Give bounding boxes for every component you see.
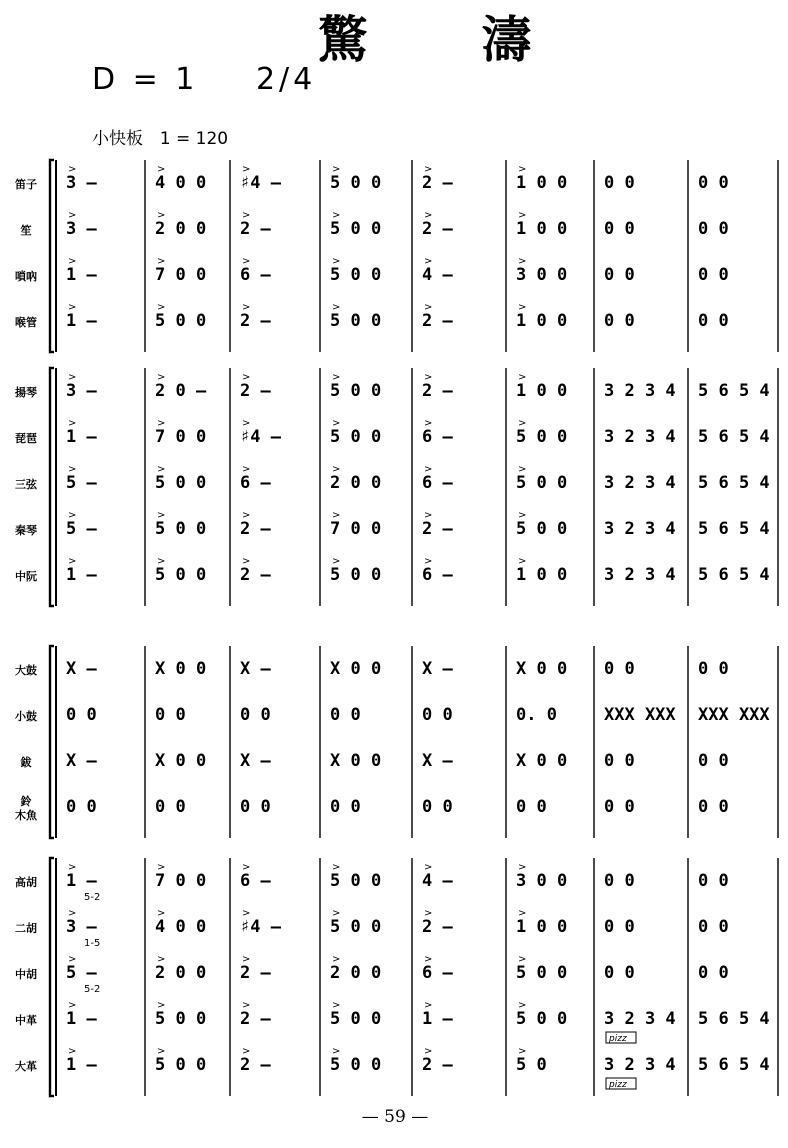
- accent-mark: >: [518, 1046, 527, 1057]
- measure-notes: X —: [240, 659, 271, 679]
- measure-notes: X —: [422, 659, 453, 679]
- accent-mark: >: [68, 954, 77, 965]
- measure-notes: 3 2 3 4: [604, 565, 676, 585]
- instrument-label: 鈴木魚: [15, 795, 37, 822]
- measure-notes: 2 —: [240, 311, 271, 331]
- measure-notes: 3 —: [66, 381, 97, 401]
- measure-notes: X —: [240, 751, 271, 771]
- measure-notes: 7 0 0: [155, 427, 207, 447]
- measure-notes: 7 0 0: [155, 265, 207, 285]
- accent-mark: >: [332, 510, 341, 521]
- measure-notes: 2 0 0: [330, 963, 382, 983]
- accent-mark: >: [242, 372, 251, 383]
- accent-mark: >: [518, 210, 527, 221]
- measure-notes: 5 0: [516, 1055, 547, 1075]
- measure-notes: 5 0 0: [330, 565, 382, 585]
- accent-mark: >: [68, 464, 77, 475]
- measure-notes: 5 0 0: [155, 473, 207, 493]
- accent-mark: >: [518, 164, 527, 175]
- measure-notes: 5 —: [66, 473, 97, 493]
- accent-mark: >: [157, 908, 166, 919]
- measure-notes: X 0 0: [330, 659, 382, 679]
- measure-notes: 3 2 3 4: [604, 473, 676, 493]
- fingering-mark: 5-2: [84, 984, 101, 995]
- measure-notes: 4 —: [422, 265, 453, 285]
- tempo-text: 小快板: [92, 129, 143, 149]
- measure-notes: 0 0: [240, 705, 271, 725]
- measure-notes: 5 0 0: [330, 917, 382, 937]
- fingering-mark: 1-5: [84, 938, 101, 949]
- measure-notes: 5 6 5 4: [698, 565, 770, 585]
- accent-mark: >: [68, 862, 77, 873]
- accent-mark: >: [424, 256, 433, 267]
- instrument-label: 喉管: [15, 316, 37, 329]
- measure-notes: 2 0 0: [155, 219, 207, 239]
- pizz-annotation: pizz: [609, 1080, 627, 1090]
- instrument-label: 琵琶: [15, 432, 37, 445]
- accent-mark: >: [424, 954, 433, 965]
- measure-notes: 0 0: [422, 797, 453, 817]
- measure-notes: 2 0 0: [155, 963, 207, 983]
- accent-mark: >: [332, 464, 341, 475]
- accent-mark: >: [242, 1000, 251, 1011]
- measure-notes: 5 6 5 4: [698, 519, 770, 539]
- measure-notes: 0 0: [604, 871, 635, 891]
- measure-notes: 5 6 5 4: [698, 473, 770, 493]
- measure-notes: 5 0 0: [516, 963, 568, 983]
- measure-notes: 0 0: [155, 705, 186, 725]
- instrument-label: 揚琴: [15, 386, 37, 399]
- measure-notes: 1 —: [66, 1009, 97, 1029]
- measure-notes: 3 0 0: [516, 265, 568, 285]
- accent-mark: >: [157, 256, 166, 267]
- measure-notes: XXX XXX: [604, 705, 676, 725]
- accent-mark: >: [518, 372, 527, 383]
- measure-notes: 2 —: [240, 963, 271, 983]
- accent-mark: >: [242, 418, 251, 429]
- measure-notes: 3 2 3 4: [604, 1055, 676, 1075]
- measure-notes: 3 2 3 4: [604, 1009, 676, 1029]
- measure-notes: 0 0: [698, 871, 729, 891]
- instrument-label: 高胡: [15, 876, 37, 889]
- measure-notes: 0 0: [604, 659, 635, 679]
- accent-mark: >: [332, 1046, 341, 1057]
- measure-notes: 5 0 0: [516, 427, 568, 447]
- accent-mark: >: [518, 556, 527, 567]
- measure-notes: X —: [66, 659, 97, 679]
- measure-notes: 5 0 0: [516, 519, 568, 539]
- measure-notes: 0 0: [698, 265, 729, 285]
- accent-mark: >: [332, 418, 341, 429]
- instrument-label: 大鼓: [15, 664, 37, 677]
- measure-notes: 3 —: [66, 173, 97, 193]
- measure-notes: 1 —: [66, 265, 97, 285]
- measure-notes: 1 0 0: [516, 381, 568, 401]
- accent-mark: >: [424, 372, 433, 383]
- accent-mark: >: [424, 510, 433, 521]
- measure-notes: 0 0: [604, 173, 635, 193]
- measure-notes: 5 6 5 4: [698, 1055, 770, 1075]
- accent-mark: >: [332, 954, 341, 965]
- accent-mark: >: [242, 862, 251, 873]
- group-bracket: [50, 160, 54, 352]
- measure-notes: 2 —: [422, 173, 453, 193]
- instrument-label: 秦琴: [15, 524, 37, 537]
- accent-mark: >: [424, 164, 433, 175]
- accent-mark: >: [157, 164, 166, 175]
- measure-notes: 0 0: [698, 917, 729, 937]
- accent-mark: >: [157, 464, 166, 475]
- accent-mark: >: [518, 954, 527, 965]
- group-bracket: [50, 858, 54, 1096]
- instrument-label: 二胡: [15, 922, 37, 935]
- measure-notes: 6 —: [240, 871, 271, 891]
- measure-notes: 2 0 0: [330, 473, 382, 493]
- instrument-label: 笙: [20, 224, 32, 237]
- accent-mark: >: [518, 1000, 527, 1011]
- measure-notes: 1 0 0: [516, 311, 568, 331]
- fingering-mark: 5-2: [84, 892, 101, 903]
- accent-mark: >: [518, 464, 527, 475]
- measure-notes: 0 0: [698, 797, 729, 817]
- measure-notes: 2 —: [240, 1055, 271, 1075]
- accent-mark: >: [332, 302, 341, 313]
- measure-notes: X 0 0: [155, 659, 207, 679]
- measure-notes: 5 0 0: [330, 381, 382, 401]
- measure-notes: 6 —: [422, 565, 453, 585]
- accent-mark: >: [157, 1046, 166, 1057]
- measure-notes: X 0 0: [516, 659, 568, 679]
- measure-notes: 7 0 0: [330, 519, 382, 539]
- measure-notes: 0 0: [698, 751, 729, 771]
- accent-mark: >: [157, 954, 166, 965]
- instrument-label: 中胡: [15, 968, 37, 981]
- measure-notes: 0 0: [698, 219, 729, 239]
- measure-notes: X 0 0: [516, 751, 568, 771]
- measure-notes: 5 0 0: [330, 265, 382, 285]
- measure-notes: 6 —: [240, 265, 271, 285]
- measure-notes: 1 0 0: [516, 917, 568, 937]
- measure-notes: 0 0: [240, 797, 271, 817]
- page-number: — 59 —: [361, 1107, 429, 1127]
- measure-notes: 3 0 0: [516, 871, 568, 891]
- measure-notes: 1 —: [66, 311, 97, 331]
- measure-notes: 2 —: [240, 219, 271, 239]
- measure-notes: 0 0: [66, 705, 97, 725]
- measure-notes: 0 0: [516, 797, 547, 817]
- accent-mark: >: [68, 164, 77, 175]
- accent-mark: >: [424, 556, 433, 567]
- accent-mark: >: [332, 210, 341, 221]
- accent-mark: >: [424, 1046, 433, 1057]
- measure-notes: 5 0 0: [155, 519, 207, 539]
- accent-mark: >: [68, 1000, 77, 1011]
- accent-mark: >: [424, 302, 433, 313]
- measure-notes: 1 —: [66, 871, 97, 891]
- accent-mark: >: [518, 862, 527, 873]
- accent-mark: >: [332, 556, 341, 567]
- measure-notes: 5 6 5 4: [698, 1009, 770, 1029]
- measure-notes: 0 0: [330, 705, 361, 725]
- measure-notes: 5 0 0: [155, 565, 207, 585]
- measure-notes: 5 0 0: [330, 311, 382, 331]
- measure-notes: ♯4 —: [240, 427, 281, 447]
- accent-mark: >: [332, 1000, 341, 1011]
- measure-notes: 5 0 0: [330, 1009, 382, 1029]
- measure-notes: 2 —: [422, 519, 453, 539]
- measure-notes: 3 —: [66, 917, 97, 937]
- measure-notes: 0 0: [604, 917, 635, 937]
- key-signature: D = 1: [92, 62, 199, 97]
- accent-mark: >: [68, 908, 77, 919]
- measure-notes: 5 0 0: [155, 311, 207, 331]
- measure-notes: 0 0: [604, 265, 635, 285]
- accent-mark: >: [157, 418, 166, 429]
- measure-notes: ♯4 —: [240, 917, 281, 937]
- measure-notes: 7 0 0: [155, 871, 207, 891]
- measure-notes: 0 0: [330, 797, 361, 817]
- measure-notes: 2 —: [240, 1009, 271, 1029]
- accent-mark: >: [242, 256, 251, 267]
- accent-mark: >: [157, 302, 166, 313]
- measure-notes: 5 0 0: [330, 173, 382, 193]
- accent-mark: >: [242, 464, 251, 475]
- accent-mark: >: [518, 256, 527, 267]
- measure-notes: 2 —: [422, 381, 453, 401]
- measure-notes: 3 2 3 4: [604, 427, 676, 447]
- measure-notes: 0 0: [155, 797, 186, 817]
- accent-mark: >: [424, 210, 433, 221]
- instrument-label: 笛子: [15, 178, 37, 191]
- accent-mark: >: [242, 302, 251, 313]
- accent-mark: >: [157, 210, 166, 221]
- accent-mark: >: [242, 954, 251, 965]
- measure-notes: 1 0 0: [516, 173, 568, 193]
- measure-notes: 5 0 0: [330, 871, 382, 891]
- measure-notes: 0. 0: [516, 705, 557, 725]
- measure-notes: 3 2 3 4: [604, 381, 676, 401]
- measure-notes: 5 0 0: [516, 473, 568, 493]
- accent-mark: >: [242, 1046, 251, 1057]
- measure-notes: 0 0: [698, 173, 729, 193]
- accent-mark: >: [242, 908, 251, 919]
- measure-notes: 2 —: [240, 565, 271, 585]
- measure-notes: X —: [66, 751, 97, 771]
- accent-mark: >: [518, 908, 527, 919]
- measure-notes: 1 0 0: [516, 565, 568, 585]
- tempo-value: 1 = 120: [159, 129, 229, 149]
- accent-mark: >: [332, 164, 341, 175]
- instrument-label: 小鼓: [15, 710, 37, 723]
- accent-mark: >: [68, 210, 77, 221]
- accent-mark: >: [68, 556, 77, 567]
- measure-notes: XXX XXX: [698, 705, 770, 725]
- measure-notes: 2 0 —: [155, 381, 207, 401]
- accent-mark: >: [157, 556, 166, 567]
- measure-notes: 0 0: [698, 311, 729, 331]
- measure-notes: 2 —: [422, 311, 453, 331]
- accent-mark: >: [242, 164, 251, 175]
- measure-notes: 1 —: [66, 565, 97, 585]
- measure-notes: ♯4 —: [240, 173, 281, 193]
- measure-notes: X 0 0: [155, 751, 207, 771]
- measure-notes: 3 2 3 4: [604, 519, 676, 539]
- accent-mark: >: [424, 862, 433, 873]
- measure-notes: 5 —: [66, 519, 97, 539]
- accent-mark: >: [157, 372, 166, 383]
- measure-notes: 5 6 5 4: [698, 427, 770, 447]
- group-bracket: [50, 646, 54, 838]
- accent-mark: >: [68, 302, 77, 313]
- measure-notes: 2 —: [422, 219, 453, 239]
- measure-notes: 6 —: [422, 427, 453, 447]
- measure-notes: 5 0 0: [155, 1009, 207, 1029]
- measure-notes: 5 0 0: [330, 219, 382, 239]
- measure-notes: 6 —: [422, 963, 453, 983]
- accent-mark: >: [332, 372, 341, 383]
- instrument-label: 中革: [15, 1014, 37, 1027]
- accent-mark: >: [518, 302, 527, 313]
- pizz-annotation: pizz: [609, 1034, 627, 1044]
- accent-mark: >: [332, 908, 341, 919]
- instrument-label: 嗩吶: [15, 270, 37, 283]
- instrument-label: 中阮: [15, 570, 37, 583]
- measure-notes: X 0 0: [330, 751, 382, 771]
- measure-notes: 1 —: [66, 1055, 97, 1075]
- measure-notes: 2 —: [240, 381, 271, 401]
- measure-notes: 2 —: [240, 519, 271, 539]
- measure-notes: 0 0: [604, 963, 635, 983]
- measure-notes: 4 —: [422, 871, 453, 891]
- measure-notes: X —: [422, 751, 453, 771]
- measure-notes: 3 —: [66, 219, 97, 239]
- measure-notes: 5 0 0: [155, 1055, 207, 1075]
- measure-notes: 0 0: [698, 963, 729, 983]
- accent-mark: >: [332, 862, 341, 873]
- accent-mark: >: [68, 256, 77, 267]
- accent-mark: >: [518, 510, 527, 521]
- piece-title: 驚 濤: [318, 10, 580, 69]
- accent-mark: >: [68, 418, 77, 429]
- measure-notes: 5 6 5 4: [698, 381, 770, 401]
- measure-notes: 0 0: [698, 659, 729, 679]
- measure-notes: 2 —: [422, 1055, 453, 1075]
- measure-notes: 0 0: [422, 705, 453, 725]
- accent-mark: >: [242, 210, 251, 221]
- measure-notes: 4 0 0: [155, 173, 207, 193]
- accent-mark: >: [157, 862, 166, 873]
- measure-notes: 6 —: [422, 473, 453, 493]
- accent-mark: >: [518, 418, 527, 429]
- accent-mark: >: [424, 418, 433, 429]
- accent-mark: >: [424, 1000, 433, 1011]
- measure-notes: 6 —: [240, 473, 271, 493]
- instrument-label: 鈸: [20, 756, 32, 769]
- measure-notes: 1 —: [422, 1009, 453, 1029]
- measure-notes: 0 0: [604, 311, 635, 331]
- instrument-label: 三弦: [15, 478, 37, 491]
- accent-mark: >: [68, 372, 77, 383]
- measure-notes: 5 0 0: [330, 1055, 382, 1075]
- accent-mark: >: [242, 510, 251, 521]
- accent-mark: >: [242, 556, 251, 567]
- accent-mark: >: [157, 1000, 166, 1011]
- measure-notes: 5 —: [66, 963, 97, 983]
- measure-notes: 4 0 0: [155, 917, 207, 937]
- group-bracket: [50, 368, 54, 606]
- measure-notes: 0 0: [604, 797, 635, 817]
- measure-notes: 1 0 0: [516, 219, 568, 239]
- measure-notes: 2 —: [422, 917, 453, 937]
- time-signature: 2/4: [255, 62, 317, 97]
- measure-notes: 5 0 0: [516, 1009, 568, 1029]
- accent-mark: >: [424, 908, 433, 919]
- accent-mark: >: [424, 464, 433, 475]
- measure-notes: 0 0: [66, 797, 97, 817]
- accent-mark: >: [68, 510, 77, 521]
- accent-mark: >: [332, 256, 341, 267]
- instrument-label: 大革: [15, 1060, 37, 1073]
- measure-notes: 5 0 0: [330, 427, 382, 447]
- measure-notes: 0 0: [604, 751, 635, 771]
- measure-notes: 0 0: [604, 219, 635, 239]
- accent-mark: >: [157, 510, 166, 521]
- accent-mark: >: [68, 1046, 77, 1057]
- measure-notes: 1 —: [66, 427, 97, 447]
